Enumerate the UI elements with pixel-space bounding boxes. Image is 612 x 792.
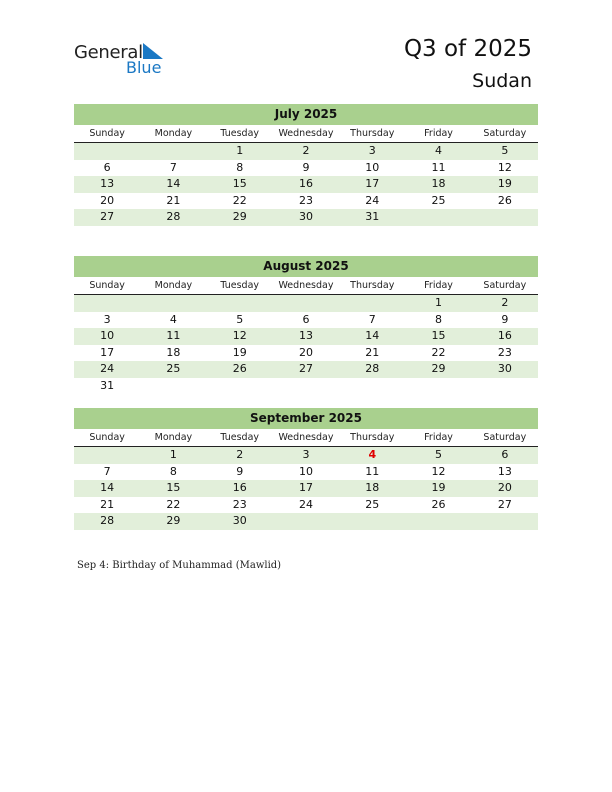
weekday-label: Sunday — [89, 128, 125, 139]
day-cell: 2 — [501, 296, 509, 309]
week-row — [74, 160, 538, 177]
day-cell — [405, 513, 471, 530]
day-cell: 4 — [435, 144, 443, 157]
day-cell: 2 — [302, 144, 310, 157]
day-cell: 5 — [435, 448, 443, 461]
day-cell: 17 — [365, 177, 380, 190]
week-row — [74, 345, 538, 362]
day-cell: 19 — [431, 481, 446, 494]
week-row — [74, 361, 538, 378]
day-cell: 7 — [103, 464, 111, 478]
weekday-label: Sunday — [89, 280, 125, 291]
day-cell: 10 — [365, 160, 380, 174]
day-cell: 18 — [431, 177, 446, 190]
day-cell: 14 — [166, 177, 181, 190]
day-cell — [472, 209, 538, 226]
day-cell: 26 — [497, 193, 512, 207]
day-cell: 13 — [497, 464, 512, 478]
day-cell: 12 — [232, 329, 247, 342]
weekday-label: Friday — [424, 432, 453, 443]
logo-general-text: General — [74, 42, 143, 63]
day-cell: 28 — [365, 362, 380, 375]
weekday-header-row — [74, 429, 538, 447]
day-cell — [74, 143, 140, 160]
day-cell: 19 — [232, 345, 247, 359]
day-cell: 11 — [431, 160, 446, 174]
day-cell: 15 — [431, 329, 446, 342]
day-cell: 26 — [431, 497, 446, 511]
day-cell: 6 — [302, 312, 310, 326]
day-cell: 15 — [166, 481, 181, 494]
day-cell: 31 — [365, 210, 380, 223]
day-cell: 24 — [365, 193, 380, 207]
week-row — [74, 378, 538, 395]
day-cell: 23 — [232, 497, 247, 511]
day-cell: 30 — [497, 362, 512, 375]
day-cell: 3 — [302, 448, 310, 461]
day-cell — [273, 513, 339, 530]
day-cell — [74, 447, 140, 464]
day-cell: 13 — [298, 329, 313, 342]
day-cell: 23 — [497, 345, 512, 359]
day-cell — [140, 143, 206, 160]
weekday-label: Sunday — [89, 432, 125, 443]
holiday-day-cell: 4 — [368, 448, 377, 461]
day-cell: 15 — [232, 177, 247, 190]
weekday-label: Thursday — [350, 280, 395, 291]
day-cell: 27 — [100, 210, 115, 223]
weekday-label: Saturday — [483, 128, 527, 139]
month-title: September 2025 — [74, 408, 538, 429]
weekday-label: Friday — [424, 128, 453, 139]
logo-triangle-icon — [141, 43, 163, 59]
week-row — [74, 464, 538, 481]
day-cell: 19 — [497, 177, 512, 190]
day-cell: 23 — [298, 193, 313, 207]
day-cell: 29 — [431, 362, 446, 375]
day-cell — [140, 378, 206, 395]
day-cell: 9 — [302, 160, 310, 174]
day-cell: 7 — [368, 312, 376, 326]
day-cell: 25 — [431, 193, 446, 207]
day-cell — [472, 513, 538, 530]
day-cell: 30 — [232, 514, 247, 527]
day-cell — [273, 295, 339, 312]
day-cell: 17 — [298, 481, 313, 494]
day-cell — [140, 295, 206, 312]
week-row — [74, 176, 538, 193]
day-cell: 20 — [298, 345, 313, 359]
weekday-label: Monday — [154, 128, 193, 139]
day-cell: 16 — [232, 481, 247, 494]
week-row — [74, 497, 538, 514]
week-row — [74, 447, 538, 464]
day-cell: 27 — [497, 497, 512, 511]
week-row — [74, 143, 538, 160]
day-cell: 18 — [365, 481, 380, 494]
day-cell: 12 — [431, 464, 446, 478]
day-cell: 3 — [103, 312, 111, 326]
day-cell: 22 — [232, 193, 247, 207]
day-cell: 3 — [368, 144, 376, 157]
day-cell: 25 — [365, 497, 380, 511]
weekday-label: Saturday — [483, 280, 527, 291]
weekday-label: Wednesday — [278, 128, 334, 139]
weekday-label: Thursday — [350, 432, 395, 443]
day-cell: 7 — [169, 160, 177, 174]
weekday-label: Saturday — [483, 432, 527, 443]
holiday-notes — [77, 560, 281, 571]
day-cell — [207, 378, 273, 395]
weekday-label: Tuesday — [220, 432, 260, 443]
day-cell — [472, 378, 538, 395]
weekday-label: Tuesday — [220, 128, 260, 139]
day-cell: 6 — [501, 448, 509, 461]
weekday-label: Wednesday — [278, 280, 334, 291]
month-title: August 2025 — [74, 256, 538, 277]
day-cell — [405, 378, 471, 395]
day-cell: 12 — [497, 160, 512, 174]
day-cell: 21 — [100, 497, 115, 511]
week-row — [74, 295, 538, 312]
day-cell: 22 — [166, 497, 181, 511]
day-cell: 29 — [232, 210, 247, 223]
day-cell — [339, 295, 405, 312]
day-cell — [74, 295, 140, 312]
day-cell: 8 — [236, 160, 244, 174]
day-cell: 24 — [100, 362, 115, 375]
day-cell: 26 — [232, 362, 247, 375]
day-cell: 20 — [497, 481, 512, 494]
weekday-label: Friday — [424, 280, 453, 291]
day-cell: 6 — [103, 160, 111, 174]
day-cell — [339, 378, 405, 395]
page-title: Q3 of 2025 — [403, 36, 532, 62]
day-cell: 11 — [166, 329, 181, 342]
holiday-note: Sep 4: Birthday of Muhammad (Mawlid) — [77, 560, 282, 571]
weekday-label: Monday — [154, 280, 193, 291]
month-calendar — [74, 256, 538, 394]
day-cell: 10 — [100, 329, 115, 342]
day-cell: 1 — [236, 144, 244, 157]
day-cell: 16 — [497, 329, 512, 342]
logo-blue-text: Blue — [126, 58, 162, 77]
day-cell: 31 — [100, 378, 115, 392]
day-cell: 30 — [298, 210, 313, 223]
week-row — [74, 328, 538, 345]
month-calendar — [74, 104, 538, 226]
weekday-label: Tuesday — [220, 280, 260, 291]
day-cell: 1 — [435, 296, 443, 309]
day-cell: 9 — [236, 464, 244, 478]
week-row — [74, 513, 538, 530]
day-cell: 24 — [298, 497, 313, 511]
day-cell — [339, 513, 405, 530]
day-cell: 29 — [166, 514, 181, 527]
weekday-header-row — [74, 125, 538, 143]
week-row — [74, 193, 538, 210]
weekday-header-row — [74, 277, 538, 295]
country-name: Sudan — [472, 70, 532, 92]
day-cell: 8 — [169, 464, 177, 478]
weekday-label: Thursday — [350, 128, 395, 139]
day-cell: 4 — [169, 312, 177, 326]
day-cell: 11 — [365, 464, 380, 478]
day-cell: 8 — [435, 312, 443, 326]
generalblue-logo — [74, 42, 174, 78]
day-cell: 25 — [166, 362, 181, 375]
weekday-label: Wednesday — [278, 432, 334, 443]
day-cell: 27 — [298, 362, 313, 375]
week-row — [74, 312, 538, 329]
day-cell: 16 — [298, 177, 313, 190]
weekday-label: Monday — [154, 432, 193, 443]
week-row — [74, 480, 538, 497]
day-cell — [273, 378, 339, 395]
day-cell: 10 — [298, 464, 313, 478]
day-cell: 2 — [236, 448, 244, 461]
day-cell — [207, 295, 273, 312]
day-cell: 1 — [169, 448, 177, 461]
day-cell: 9 — [501, 312, 509, 326]
day-cell — [405, 209, 471, 226]
day-cell: 14 — [100, 481, 115, 494]
day-cell: 21 — [166, 193, 181, 207]
day-cell: 14 — [365, 329, 380, 342]
day-cell: 18 — [166, 345, 181, 359]
day-cell: 13 — [100, 177, 115, 190]
day-cell: 5 — [501, 144, 509, 157]
day-cell: 28 — [166, 210, 181, 223]
week-row — [74, 209, 538, 226]
day-cell: 20 — [100, 193, 115, 207]
day-cell: 22 — [431, 345, 446, 359]
month-title: July 2025 — [74, 104, 538, 125]
day-cell: 21 — [365, 345, 380, 359]
day-cell: 17 — [100, 345, 115, 359]
day-cell: 28 — [100, 514, 115, 527]
month-calendar — [74, 408, 538, 530]
day-cell: 5 — [236, 312, 244, 326]
